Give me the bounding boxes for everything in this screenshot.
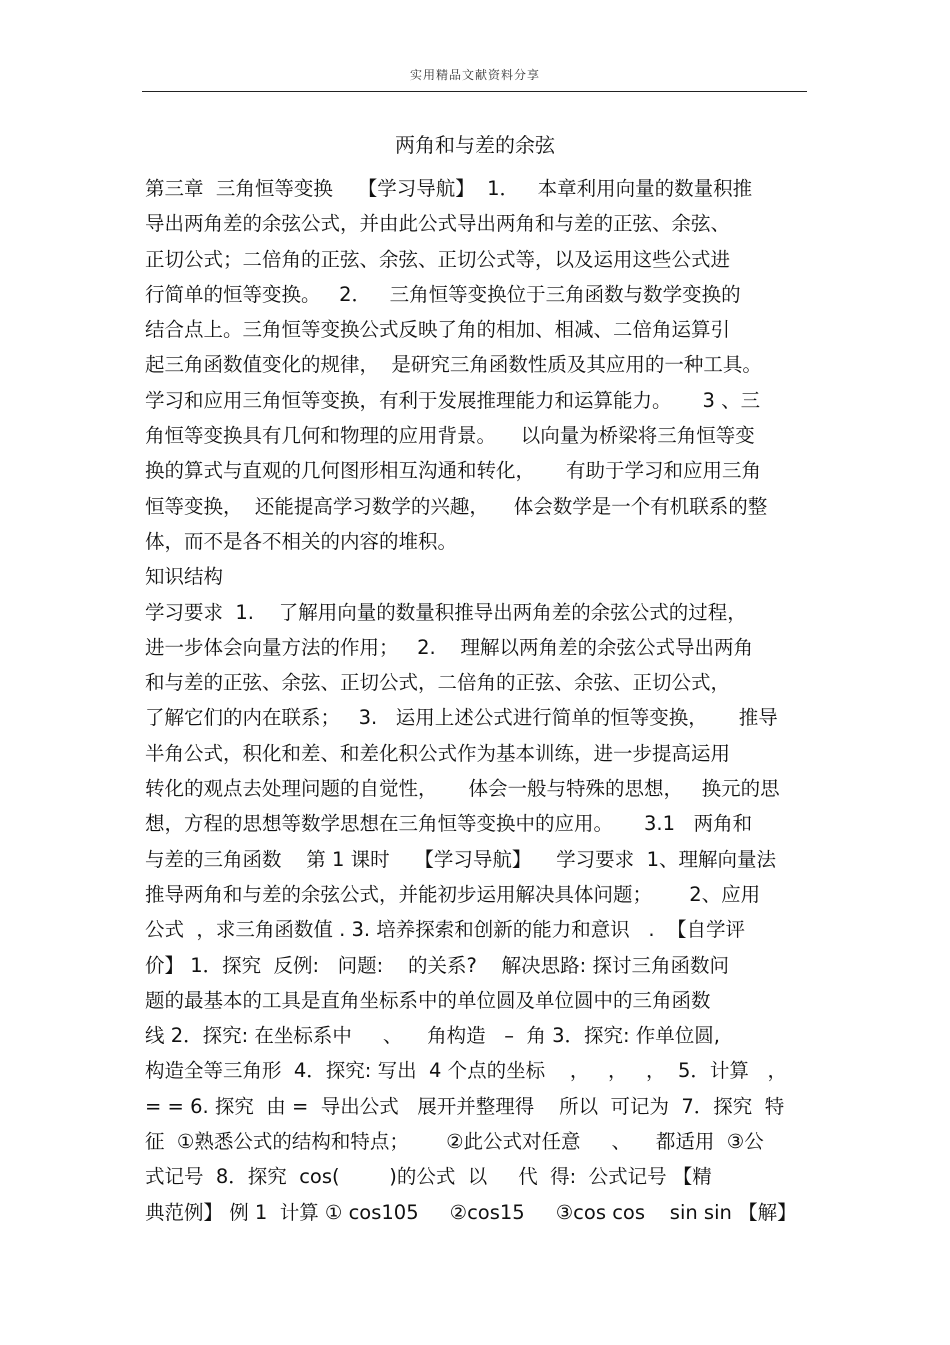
document-body — [145, 171, 810, 1230]
body-line: 恒等变换， 还能提高学习数学的兴趣， 体会数学是一个有机联系的整 — [145, 494, 768, 518]
body-line: 起三角函数值变化的规律， 是研究三角函数性质及其应用的一种工具。 — [145, 353, 762, 377]
body-line: 了解它们的内在联系； 3. 运用上述公式进行简单的恒等变换， 推导 — [145, 706, 778, 730]
body-line: 换的算式与直观的几何图形相互沟通和转化， 有助于学习和应用三角 — [145, 459, 761, 483]
body-line: 推导两角和与差的余弦公式，并能初步运用解决具体问题； 2、应用 — [145, 882, 761, 906]
body-line: 式记号 8．探究 cos( )的公式 以 代 得: 公式记号 【精 — [145, 1165, 712, 1189]
body-line: 公式 ，求三角函数值 . 3. 培养探索和创新的能力和意识 . 【自学评 — [145, 918, 745, 942]
body-line: 想，方程的思想等数学思想在三角恒等变换中的应用。 3.1 两角和 — [145, 812, 753, 836]
body-line: 行简单的恒等变换。 2． 三角恒等变换位于三角函数与数学变换的 — [145, 282, 741, 306]
header-divider — [142, 91, 807, 92]
body-line: 学习要求 1. 了解用向量的数量积推导出两角差的余弦公式的过程， — [145, 600, 747, 624]
page-header-text: 实用精品文献资料分享 — [409, 68, 540, 82]
body-line: 体，而不是各不相关的内容的堆积。 — [145, 529, 458, 553]
body-line: 角恒等变换具有几何和物理的应用背景。 以向量为桥梁将三角恒等变 — [145, 424, 755, 448]
body-line: 结合点上。三角恒等变换公式反映了角的相加、相减、二倍角运算引 — [145, 318, 731, 342]
body-line: 构造全等三角形 4．探究: 写出 4 个点的坐标 ， ， ， 5．计算 ， — [145, 1059, 787, 1083]
body-line: 转化的观点去处理问题的自觉性， 体会一般与特殊的思想， 换元的思 — [145, 777, 780, 801]
body-line: 与差的三角函数 第 1 课时 【学习导航】 学习要求 1、理解向量法 — [145, 847, 776, 871]
body-line: 征 ①熟悉公式的结构和特点； ②此公式对任意 、 都适用 ③公 — [145, 1130, 764, 1154]
body-line: 价】 1．探究 反例: 问题: 的关系? 解决思路: 探讨三角函数问 — [145, 953, 729, 977]
body-line: = = 6. 探究 由 = 导出公式 展开并整理得 所以 可记为 7．探究 特 — [145, 1094, 785, 1118]
body-line: 题的最基本的工具是直角坐标系中的单位圆及单位圆中的三角函数 — [145, 988, 711, 1012]
body-line: 半角公式，积化和差、和差化积公式作为基本训练，进一步提高运用 — [145, 741, 731, 765]
body-line: 典范例】 例 1 计算 ① cos105 ②cos15 ③cos cos sin sin 【解】 — [145, 1200, 797, 1224]
body-line: 导出两角差的余弦公式，并由此公式导出两角和与差的正弦、余弦、 — [145, 212, 731, 236]
body-line: 进一步体会向量方法的作用； 2. 理解以两角差的余弦公式导出两角 — [145, 635, 753, 659]
body-line: 线 2．探究: 在坐标系中 、 角构造 – 角 3．探究: 作单位圆, — [145, 1024, 720, 1048]
body-line: 和与差的正弦、余弦、正切公式，二倍角的正弦、余弦、正切公式， — [145, 671, 731, 695]
document-title: 两角和与差的余弦 — [395, 133, 555, 157]
body-line: 学习和应用三角恒等变换，有利于发展推理能力和运算能力。 3 、三 — [145, 388, 761, 412]
body-line: 第三章 三角恒等变换 【学习导航】 1． 本章利用向量的数量积推 — [145, 177, 753, 200]
body-line: 正切公式；二倍角的正弦、余弦、正切公式等，以及运用这些公式进 — [145, 247, 731, 271]
section-heading: 知识结构 — [145, 565, 224, 589]
